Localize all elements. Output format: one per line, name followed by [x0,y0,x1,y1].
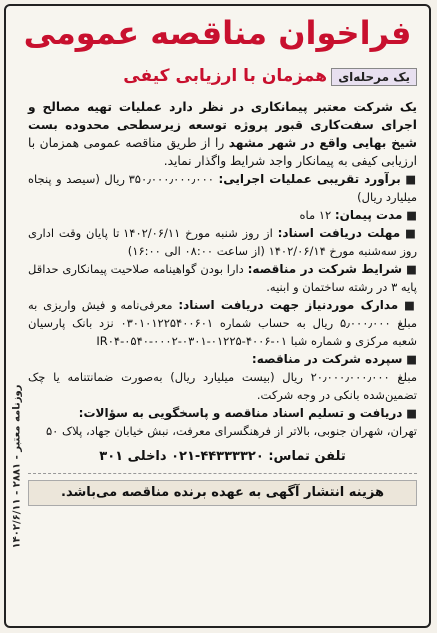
page-title: فراخوان مناقصه عمومی [23,14,412,52]
section-duration [28,206,417,224]
section-documents [28,296,417,350]
section-label: مهلت دریافت اسناد: [277,226,401,240]
intro-paragraph [28,98,417,170]
section-conditions [28,260,417,296]
section-text: تهران، شهران جنوبی، بالاتر از فرهنگسرای معرفت، نبش خیابان جهاد، پلاک ۵۰ [45,424,417,438]
footer-note: هزینه انتشار آگهی به عهده برنده مناقصه می‌باشد. [28,480,417,506]
subtitle: همزمان با ارزیابی کیفی [123,66,327,86]
section-label: سپرده شرکت در مناقصه: [251,352,403,366]
section-label: شرایط شرکت در مناقصه: [247,262,403,276]
ad-body [28,98,417,614]
section-label: برآورد تقریبی عملیات اجرایی: [218,172,401,186]
section-text: ۱۲ ماه [299,208,332,222]
section-deposit [28,350,417,404]
bullet-icon: ■ [400,226,418,240]
bullet-icon: ■ [402,406,417,420]
bullet-icon: ■ [400,172,418,186]
bullet-icon: ■ [402,352,417,366]
newspaper-label: روزنامه معتبر - ۲۸۸۱ - ۱۴۰۲/۶/۱۱ [11,384,23,548]
section-text: مبلغ ۲۰٫۰۰۰٫۰۰۰٫۰۰۰ ریال (بیست میلیارد ریال) به‌صورت ضمانتنامه یا چک تضمین‌شده بانکی در وجه شرکت. [28,370,417,402]
section-label: مدت پیمان: [334,208,403,222]
section-label: دریافت و تسلیم اسناد مناقصه و پاسخگویی به سؤالات: [78,406,403,420]
bullet-icon: ■ [398,298,418,312]
intro-bold: یک شرکت معتبر پیمانکاری در نظر دارد عملیات تهیه مصالح و اجرای سفت‌کاری قبور پروژه توسعه زیرسطحی محدوده بست شیخ بهایی واقع در شهر مشهد [28,100,417,150]
section-text: از روز شنبه مورخ ۱۴۰۲/۰۶/۱۱ تا پایان وقت اداری روز سه‌شنبه مورخ ۱۴۰۲/۰۶/۱۴ (از ساعت ۰۸:۰۰ الی ۱۶:۰۰) [28,226,417,258]
intro-rest: را از طریق مناقصه عمومی همزمان با ارزیابی کیفی به پیمانکار واجد شرایط واگذار نماید. [28,136,417,168]
contact-phone: تلفن تماس: ۴۴۳۳۳۳۲۰-۰۲۱ داخلی ۳۰۱ [99,449,346,464]
section-text: معرفی‌نامه و فیش واریزی به مبلغ ۵٫۰۰۰٫۰۰۰ ریال به حساب شماره ۰۳۰۱۰۱۲۲۵۴۰۰۶۰۱ نزد بانک پارسیان شعبه مرکزی و شماره شبا IR۰۴-۰۵۴۰-۰۰۰۲-۰۳۰۱-۰۱۲۲۵-۴۰۰۶-۰۱ [28,298,417,348]
divider [28,473,417,474]
section-estimate [28,170,417,206]
section-text: ۳۵۰٫۰۰۰٫۰۰۰٫۰۰۰ ریال (سیصد و پنجاه میلیارد ریال) [28,172,417,204]
bullet-icon: ■ [402,208,417,222]
section-label: مدارک موردنیاز جهت دریافت اسناد: [178,298,399,312]
section-text: دارا بودن گواهینامه صلاحیت پیمانکاری حداقل پایه ۳ در رشته ساختمان و ابنیه. [28,262,417,294]
stage-badge: یک مرحله‌ای [331,68,417,86]
bullet-icon: ■ [402,262,418,276]
newspaper-sidebar [10,306,24,626]
section-address [28,404,417,440]
section-deadline [28,224,417,260]
subtitle-row [46,68,417,90]
ad-frame [4,4,431,628]
